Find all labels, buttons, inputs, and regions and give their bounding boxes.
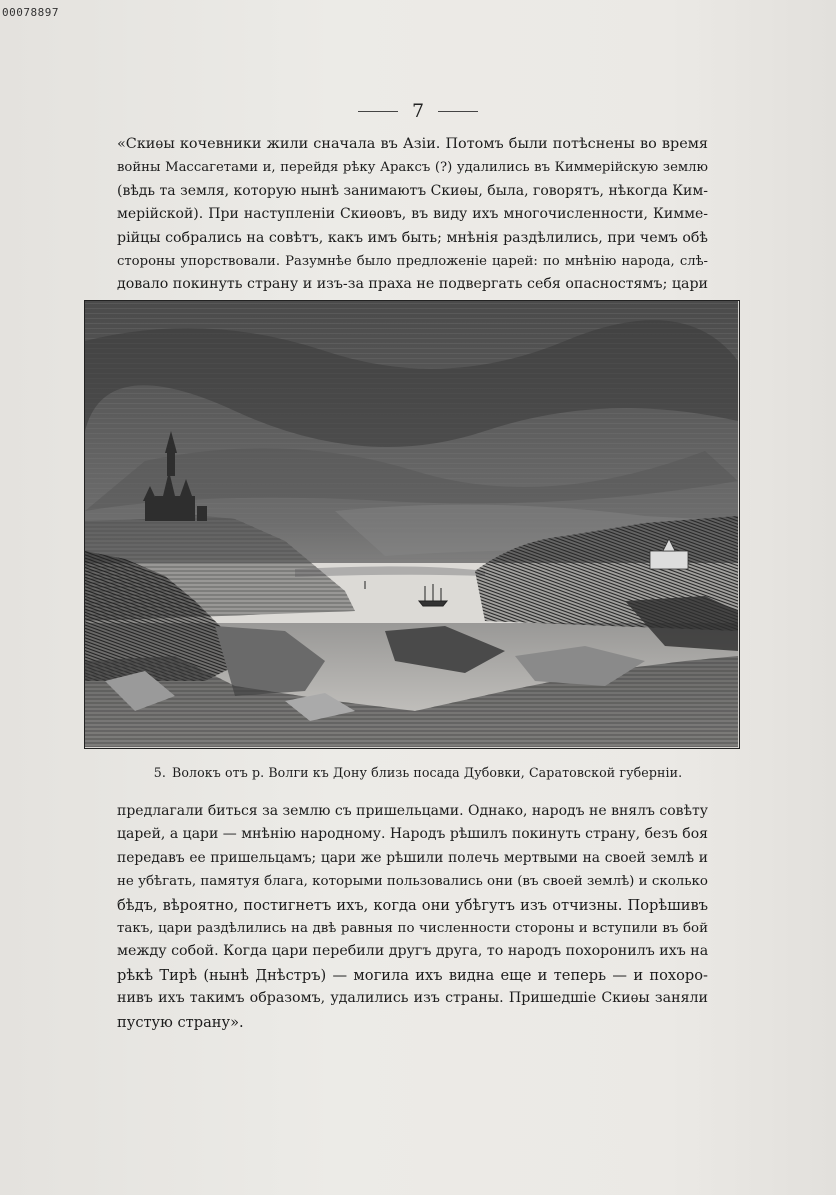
figure-number: 5. <box>153 765 166 780</box>
page-number-rule-right <box>438 111 478 112</box>
page-header <box>0 100 836 122</box>
text-line: рійцы собрались на совѣтъ, какъ имъ быть; мнѣнія раздѣлились, при чемъ обѣ <box>117 229 708 246</box>
text-line: мерійской). При наступленіи Скиѳовъ, въ виду ихъ многочисленности, Киммe- <box>117 206 708 223</box>
text-line: (вѣдь та земля, которую нынѣ занимаютъ Скиѳы, была, говорятъ, нѣкогда Ким- <box>117 182 708 199</box>
engraving-illustration <box>84 300 740 749</box>
text-line: «Скиѳы кочевники жили сначала въ Азіи. Потомъ были потѣснены во время <box>117 136 708 152</box>
figure-caption-text: Волокъ отъ р. Волги къ Дону близь посада Дубовки, Саратовской губерніи. <box>171 765 683 780</box>
text-line: не убѣгать, памятуя блага, которыми пользовались они (въ своей землѣ) и сколько <box>117 874 708 890</box>
text-line: такъ, цари раздѣлились на двѣ равныя по численности стороны и вступили въ бой <box>117 921 708 937</box>
text-line: рѣкѣ Тирѣ (нынѣ Днѣстръ) — могила ихъ видна еще и теперь — и похоро- <box>117 966 708 984</box>
text-line: войны Массагетами и, перейдя рѣку Араксъ (?) удалились въ Киммерійскую землю <box>117 160 708 176</box>
text-line: предлагали биться за землю съ пришельцами. Однако, народъ не внялъ совѣту <box>117 803 708 819</box>
text-line: пустую страну». <box>117 1013 244 1031</box>
paragraph-bottom <box>117 800 708 1034</box>
figure-caption <box>0 765 836 780</box>
paragraph-top <box>117 133 708 297</box>
text-line: между собой. Когда цари перебили другъ друга, то народъ похоронилъ ихъ на <box>117 943 709 960</box>
page-number: 7 <box>411 100 425 122</box>
text-line: довало покинуть страну и изъ-за праха не подвергать себя опасностямъ; цари <box>117 276 708 293</box>
scan-id-label: 00078897 <box>2 6 59 19</box>
text-line: бѣдъ, вѣроятно, постигнетъ ихъ, когда они убѣгутъ изъ отчизны. Порѣшивъ <box>117 896 708 914</box>
text-line: стороны упорствовали. Разумнѣе было предложеніе царей: по мнѣнію народа, слѣ- <box>117 254 708 270</box>
text-line: царей, а цари — мнѣнію народному. Народъ рѣшилъ покинуть страну, безъ боя <box>117 826 708 843</box>
landscape-engraving <box>85 301 738 747</box>
text-line: нивъ ихъ такимъ образомъ, удалились изъ страны. Пришедшіе Скиѳы заняли <box>117 990 708 1007</box>
text-line: передавъ ее пришельцамъ; цари же рѣшили полечь мертвыми на своей землѣ и <box>117 849 708 866</box>
page-number-rule-left <box>358 111 398 112</box>
